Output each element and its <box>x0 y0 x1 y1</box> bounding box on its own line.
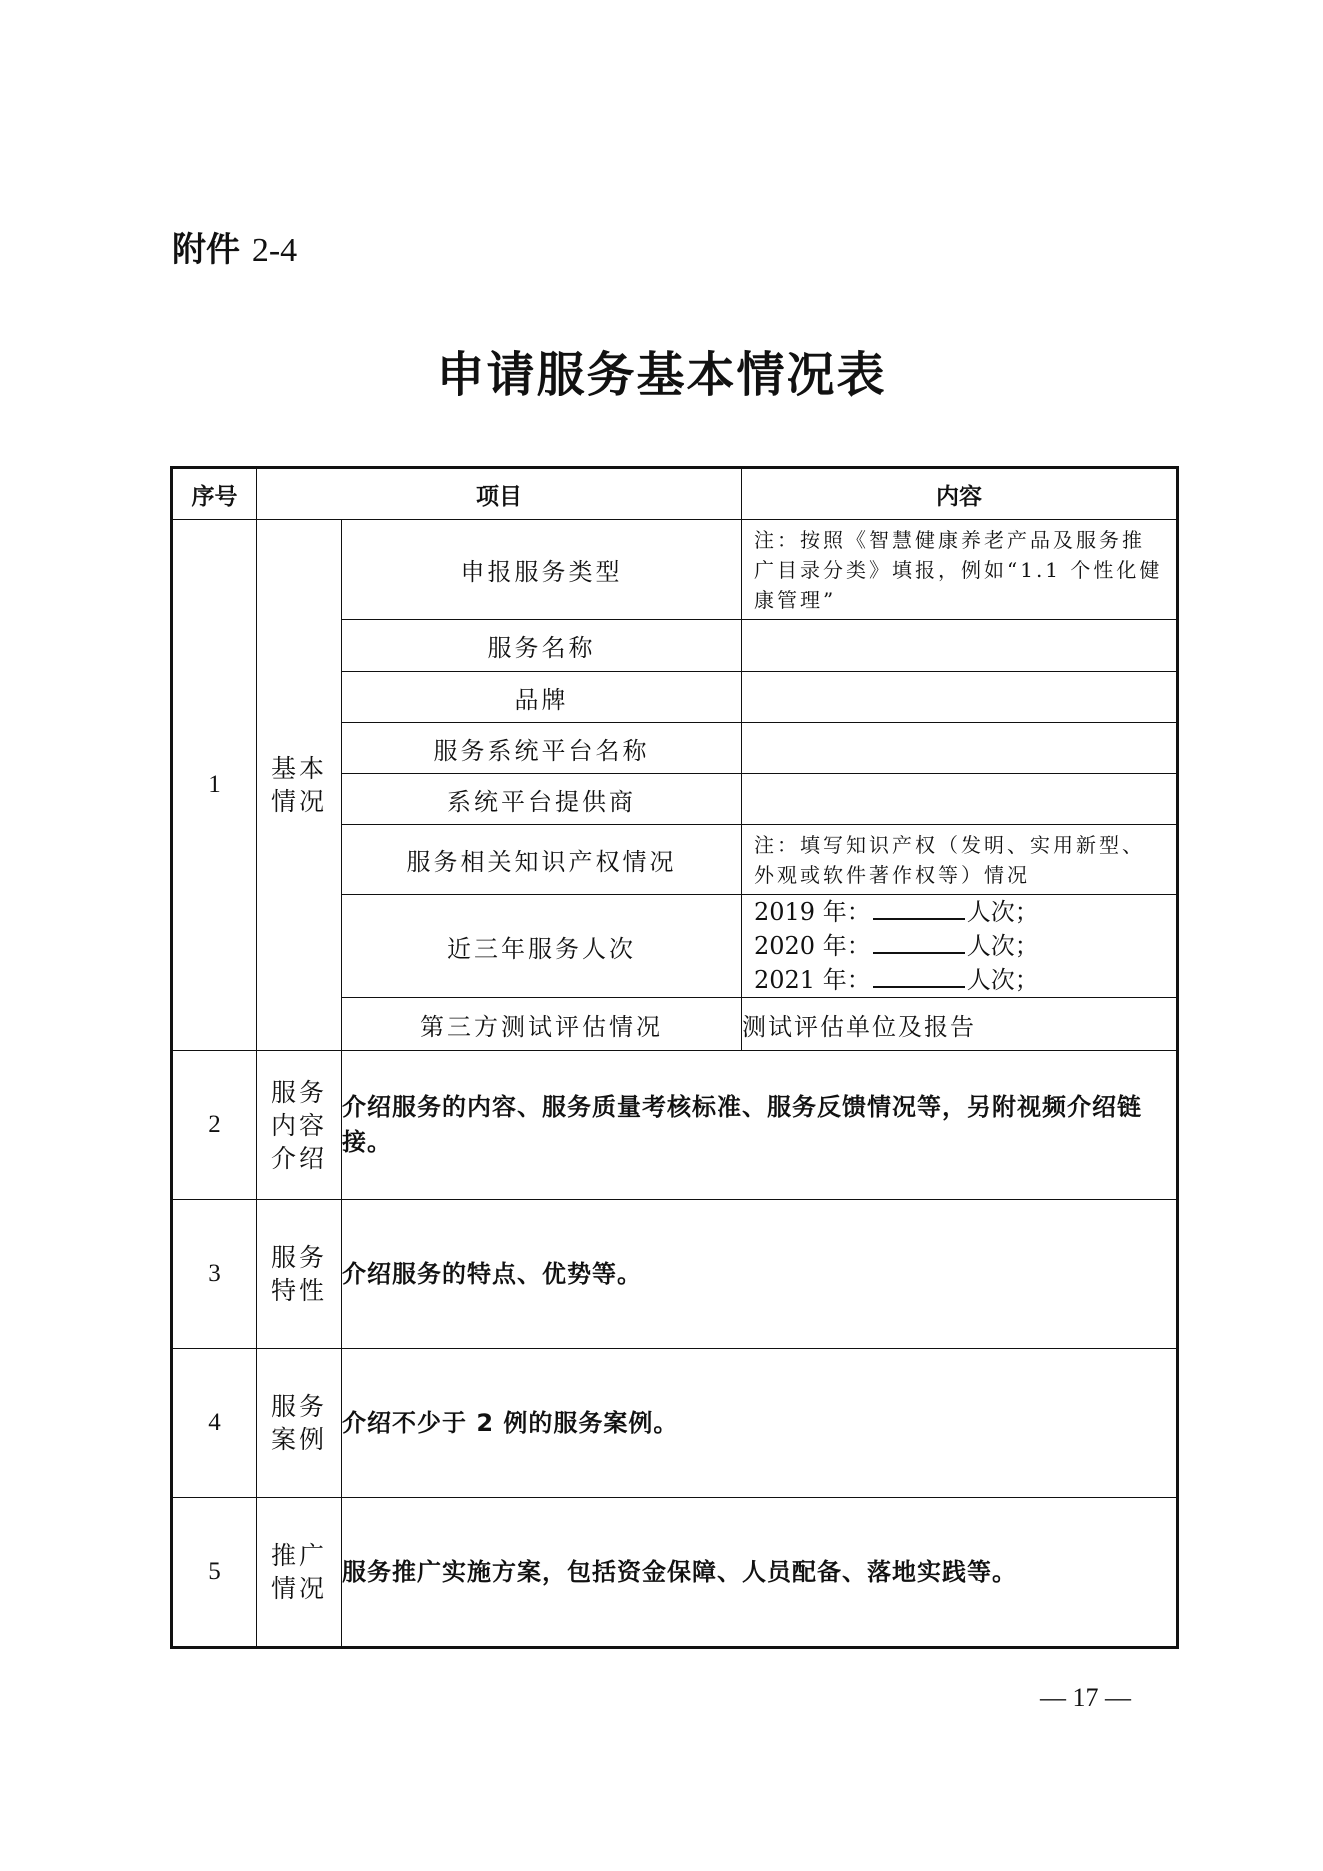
row-category: 服务特性 <box>257 1200 342 1349</box>
header-content: 内容 <box>742 468 1178 520</box>
table-row <box>172 1349 1178 1498</box>
year-line: 2021 年： 人次； <box>754 966 1039 994</box>
item-content[interactable]: 注：按照《智慧健康养老产品及服务推广目录分类》填报，例如“1.1 个性化健康管理” <box>742 520 1178 620</box>
year-line: 2019 年： 人次； <box>754 898 1039 926</box>
row-category: 推广情况 <box>257 1498 342 1648</box>
year-line: 2020 年： 人次； <box>754 932 1039 960</box>
fill-blank[interactable] <box>873 930 965 954</box>
row-seq: 1 <box>172 520 257 1051</box>
section-description[interactable]: 介绍服务的内容、服务质量考核标准、服务反馈情况等，另附视频介绍链接。 <box>342 1051 1178 1200</box>
page-title: 申请服务基本情况表 <box>436 347 887 403</box>
item-label: 近三年服务人次 <box>342 895 742 998</box>
table-row <box>172 1051 1178 1200</box>
application-form-table <box>170 466 1179 1649</box>
row-category: 基本情况 <box>257 520 342 1051</box>
item-label: 品牌 <box>342 672 742 723</box>
table-row <box>172 1200 1178 1349</box>
item-label: 服务名称 <box>342 620 742 672</box>
section-description[interactable]: 介绍不少于 2 例的服务案例。 <box>342 1349 1178 1498</box>
item-label: 服务相关知识产权情况 <box>342 825 742 895</box>
row-seq: 4 <box>172 1349 257 1498</box>
header-item: 项目 <box>257 468 742 520</box>
item-content[interactable] <box>742 620 1178 672</box>
item-label: 系统平台提供商 <box>342 774 742 825</box>
item-label: 申报服务类型 <box>342 520 742 620</box>
attachment-prefix: 附件 <box>172 230 240 270</box>
item-content[interactable] <box>742 723 1178 774</box>
item-label: 第三方测试评估情况 <box>342 998 742 1051</box>
fill-blank[interactable] <box>873 896 965 920</box>
item-label: 服务系统平台名称 <box>342 723 742 774</box>
item-content[interactable]: 测试评估单位及报告 <box>742 998 1178 1051</box>
item-content[interactable]: 注：填写知识产权（发明、实用新型、外观或软件著作权等）情况 <box>742 825 1178 895</box>
table-header-row <box>172 468 1178 520</box>
fill-blank[interactable] <box>873 964 965 988</box>
row-seq: 3 <box>172 1200 257 1349</box>
section-description[interactable]: 服务推广实施方案，包括资金保障、人员配备、落地实践等。 <box>342 1498 1178 1648</box>
table-row <box>172 1498 1178 1648</box>
page-number: — 17 — <box>1040 1683 1131 1712</box>
row-category: 服务案例 <box>257 1349 342 1498</box>
row-seq: 2 <box>172 1051 257 1200</box>
table-row <box>172 520 1178 620</box>
row-seq: 5 <box>172 1498 257 1648</box>
header-seq: 序号 <box>172 468 257 520</box>
section-description[interactable]: 介绍服务的特点、优势等。 <box>342 1200 1178 1349</box>
service-count-cell[interactable] <box>742 895 1178 998</box>
attachment-number: 2-4 <box>251 232 298 269</box>
item-content[interactable] <box>742 774 1178 825</box>
attachment-label <box>172 222 297 271</box>
row-category: 服务内容介绍 <box>257 1051 342 1200</box>
item-content[interactable] <box>742 672 1178 723</box>
